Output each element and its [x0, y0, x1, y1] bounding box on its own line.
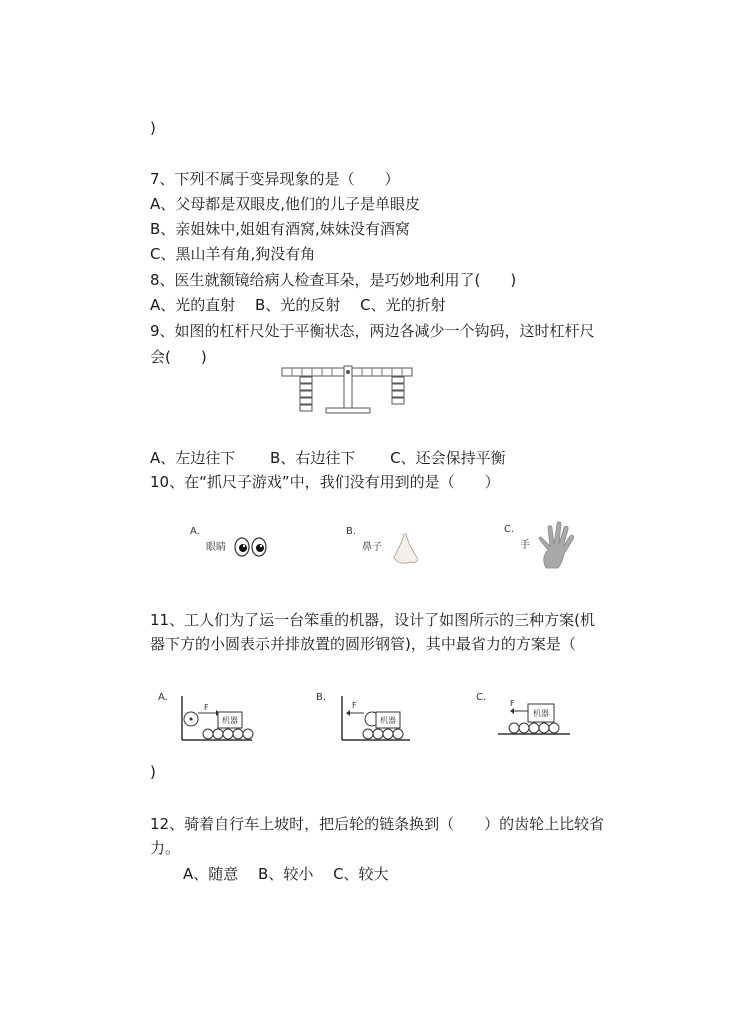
hand-option-label: 手 [520, 540, 530, 551]
question-12-line-1: 12、骑着自行车上坡时，把后轮的链条换到（ ）的齿轮上比较省 [150, 815, 605, 833]
nose-figure [344, 522, 424, 568]
question-11-line-1: 11、工人们为了运一台笨重的机器，设计了如图所示的三种方案(机 [150, 611, 595, 629]
plan-c-letter: C. [476, 692, 487, 703]
left-weights [300, 377, 312, 411]
continuation-bracket: ) [150, 119, 156, 137]
plan-c-machine: 机器 [533, 709, 549, 718]
eyes-option-label: 眼睛 [206, 542, 226, 553]
plan-c-figure [476, 688, 576, 744]
question-11-line-2: 器下方的小圆表示并排放置的圆形钢管)，其中最省力的方案是（ [150, 635, 576, 653]
question-8-options: A、光的直射 B、光的反射 C、光的折射 [150, 296, 446, 314]
nose-icon [394, 534, 418, 563]
question-12-options: A、随意 B、较小 C、较大 [183, 865, 389, 883]
question-9-line-1: 9、如图的杠杆尺处于平衡状态，两边各减少一个钩码，这时杠杆尺 [150, 322, 595, 340]
plan-a-machine: 机器 [222, 716, 238, 725]
eyes-figure [188, 522, 278, 562]
plan-a-letter: A. [158, 692, 168, 703]
question-7-option-b: B、亲姐妹中,姐姐有酒窝,妹妹没有酒窝 [150, 220, 410, 238]
eyes-option-letter: A. [190, 526, 200, 537]
lever-balance-figure [278, 362, 418, 418]
plan-b-machine: 机器 [380, 716, 396, 725]
hand-option-letter: C. [504, 524, 515, 535]
right-weights [392, 377, 404, 404]
nose-option-label: 鼻子 [362, 542, 382, 553]
hand-icon [539, 522, 573, 568]
plan-b-letter: B. [316, 692, 327, 703]
question-10: 10、在“抓尺子游戏”中，我们没有用到的是（ ） [150, 473, 500, 491]
plan-a-figure [158, 688, 254, 744]
question-12-line-2: 力。 [150, 839, 181, 857]
question-7-option-c: C、黑山羊有角,狗没有角 [150, 245, 316, 263]
question-7: 7、下列不属于变异现象的是（ ） [150, 170, 400, 188]
plan-a-force: F [204, 703, 209, 712]
question-9-line-2: 会( ) [150, 348, 207, 366]
plan-c-force: F [510, 699, 515, 708]
hand-figure [500, 520, 590, 570]
question-11-line-3: ) [150, 763, 156, 781]
plan-b-force: F [352, 701, 357, 710]
question-7-option-a: A、父母都是双眼皮,他们的儿子是单眼皮 [150, 195, 421, 213]
question-9-options: A、左边往下 B、右边往下 C、还会保持平衡 [150, 449, 506, 467]
plan-b-figure [316, 688, 412, 744]
nose-option-letter: B. [346, 526, 357, 537]
question-8: 8、医生就额镜给病人检查耳朵，是巧妙地利用了( ) [150, 271, 517, 289]
